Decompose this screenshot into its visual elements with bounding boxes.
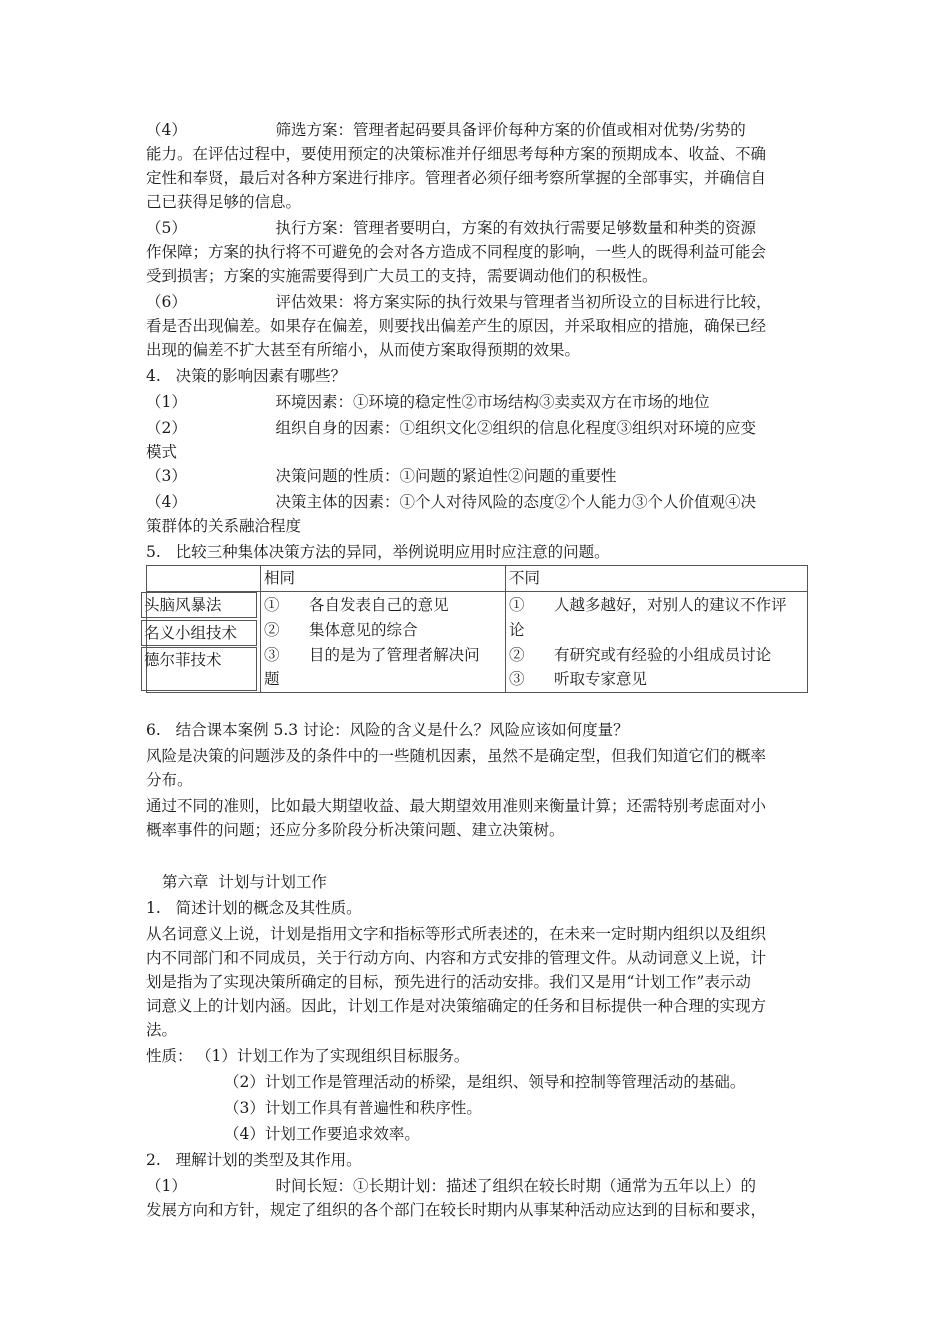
table-cell: ③ 听取专家意见: [509, 670, 648, 688]
paragraph-line: 划是指为了实现决策所确定的目标，预先进行的活动安排。我们又是用“计划工作”表示动: [146, 973, 751, 991]
paragraph-line: 看是否出现偏差。如果存在偏差，则要找出偏差产生的原因，并采取相应的措施，确保已经: [146, 317, 767, 335]
table-divider: [260, 566, 261, 692]
paragraph-line: 词意义上的计划内涵。因此，计划工作是对决策缩确定的任务和目标提供一种合理的实现方: [146, 997, 767, 1015]
paragraph-line: 能力。在评估过程中，要使用预定的决策标准并仔细思考每种方案的预期成本、收益、不确: [146, 145, 767, 163]
table-header-same: 相同: [264, 569, 296, 587]
paragraph-line: 出现的偏差不扩大甚至有所缩小，从而使方案取得预期的效果。: [146, 341, 581, 359]
paragraph-line: 发展方向和方针，规定了组织的各个部门在较长时期内从事某种活动应达到的目标和要求，: [146, 1201, 767, 1219]
list-item: （3）计划工作具有普遍性和秩序性。: [224, 1099, 482, 1117]
paragraph-line: （5） 执行方案：管理者要明白，方案的有效执行需要足够数量和种类的资源: [146, 219, 757, 237]
table-cell: ① 各自发表自己的意见: [264, 596, 449, 614]
question-title: 4. 决策的影响因素有哪些？: [146, 367, 347, 385]
table-cell: 论: [509, 621, 525, 639]
table-cell: ② 集体意见的综合: [264, 621, 418, 639]
list-item: （2）计划工作是管理活动的桥梁，是组织、领导和控制等管理活动的基础。: [224, 1073, 746, 1091]
nature-label: 性质：: [146, 1047, 193, 1065]
table-divider: [505, 566, 506, 692]
paragraph-line: 通过不同的准则，比如最大期望收益、最大期望效用准则来衡量计算；还需特别考虑面对小: [146, 797, 767, 815]
table-cell: 题: [264, 670, 280, 688]
question-title: 5. 比较三种集体决策方法的异同，举例说明应用时应注意的问题。: [146, 543, 610, 561]
paragraph-line: （4） 筛选方案：管理者起码要具备评价每种方案的价值或相对优势/劣势的: [146, 121, 746, 139]
list-item: （1） 环境因素：①环境的稳定性②市场结构③卖卖双方在市场的地位: [146, 393, 710, 411]
question-title: 1. 简述计划的概念及其性质。: [146, 899, 362, 917]
paragraph-line: 定性和奉贤，最后对各种方案进行排序。管理者必须仔细考察所掌握的全部事实，并确信自: [146, 169, 767, 187]
list-item: 策群体的关系融洽程度: [146, 517, 302, 535]
question-title: 6. 结合课本案例 5.3 讨论：风险的含义是什么？风险应该如何度量？: [146, 721, 629, 739]
table-cell: ③ 目的是为了管理者解决问: [264, 646, 480, 664]
question-title: 2. 理解计划的类型及其作用。: [146, 1151, 362, 1169]
paragraph-line: 内不同部门和不同成员，关于行动方向、内容和方式安排的管理文件。从动词意义上说，计: [146, 949, 767, 967]
paragraph-line: 概率事件的问题；还应分多阶段分析决策问题、建立决策树。: [146, 821, 565, 839]
method-cell: 名义小组技术: [141, 620, 257, 646]
paragraph-line: 作保障；方案的执行将不可避免的会对各方造成不同程度的影响，一些人的既得利益可能会: [146, 243, 767, 261]
list-item: （4） 决策主体的因素：①个人对待风险的态度②个人能力③个人价值观④决: [146, 493, 757, 511]
table-cell: ① 人越多越好，对别人的建议不作评: [509, 596, 787, 614]
table-cell: ② 有研究或有经验的小组成员讨论: [509, 646, 772, 664]
table-header-diff: 不同: [509, 569, 541, 587]
list-item: 模式: [146, 443, 178, 461]
paragraph-line: 受到损害；方案的实施需要得到广大员工的支持，需要调动他们的积极性。: [146, 267, 658, 285]
paragraph-line: 法。: [146, 1021, 178, 1039]
paragraph-line: （6） 评估效果：将方案实际的执行效果与管理者当初所设立的目标进行比较，: [146, 293, 772, 311]
paragraph-line: 己已获得足够的信息。: [146, 193, 302, 211]
list-item: （1）计划工作为了实现组织目标服务。: [196, 1047, 470, 1065]
list-item: （2） 组织自身的因素：①组织文化②组织的信息化程度③组织对环境的应变: [146, 419, 757, 437]
method-cell: 头脑风暴法: [141, 592, 257, 618]
paragraph-line: （1） 时间长短：①长期计划：描述了组织在较长时期（通常为五年以上）的: [146, 1177, 757, 1195]
method-cell: 德尔菲技术: [141, 647, 257, 691]
paragraph-line: 风险是决策的问题涉及的条件中的一些随机因素，虽然不是确定型，但我们知道它们的概率: [146, 747, 767, 765]
list-item: （4）计划工作要追求效率。: [224, 1125, 420, 1143]
paragraph-line: 分布。: [146, 771, 193, 789]
paragraph-line: 从名词意义上说，计划是指用文字和指标等形式所表述的，在未来一定时期内组织以及组织: [146, 925, 767, 943]
chapter-title: 第六章 计划与计划工作: [162, 873, 327, 891]
list-item: （3） 决策问题的性质：①问题的紧迫性②问题的重要性: [146, 467, 617, 485]
